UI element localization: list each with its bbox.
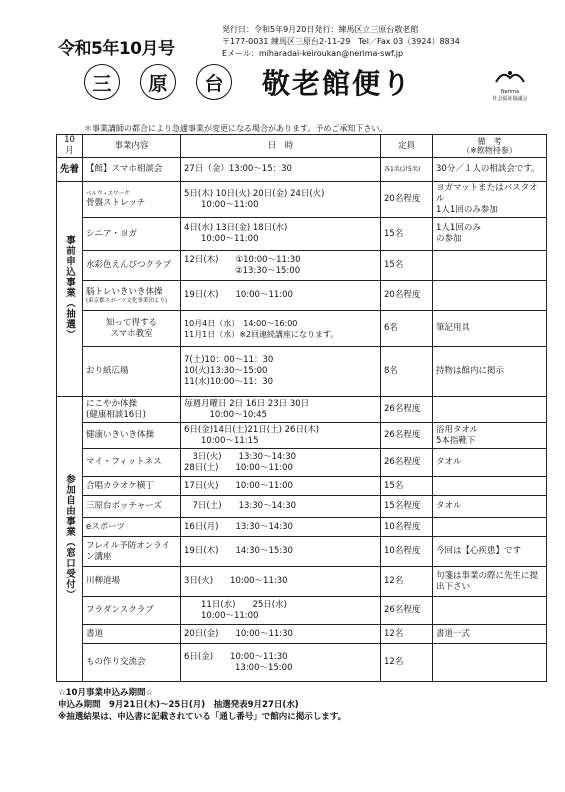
table-row [57, 625, 547, 644]
group-free-participation: 参加自由事業（窓口受付） [57, 397, 83, 682]
event-datetime: 17日(火) 10:00～11:00 [181, 477, 381, 496]
banner-char-2: 原 [140, 64, 176, 100]
event-name: 骨盤ストレッチ [86, 197, 146, 208]
event-name: フレイル予防オンライン講座 [83, 537, 181, 567]
application-dates: 申込み期間 9月21日(木)～25日(月) 抽選発表9月27日(水) [58, 700, 299, 710]
event-datetime: 5日(木) 10日(火) 20日(金) 24日(火) 10:00～11:00 [181, 182, 381, 218]
event-name: にこやか体操 (健康相談16日) [83, 397, 181, 423]
event-sub: ベルヴィスワーク [86, 190, 130, 197]
event-capacity: 20名程度 [381, 281, 433, 311]
event-name: マイ・フィットネス [83, 449, 181, 477]
table-row [57, 537, 547, 567]
group-advance-apply: 事前申込事業（抽選） [57, 182, 83, 397]
event-capacity: 26名程度 [381, 449, 433, 477]
event-capacity: 12名 [381, 625, 433, 644]
nerima-logo [484, 68, 536, 103]
table-row [57, 449, 547, 477]
event-name: 【館】スマホ相談会 [83, 158, 181, 182]
schedule-table [56, 134, 547, 682]
table-row [57, 477, 547, 496]
event-datetime: 11日(水) 25日(水) 10:00～11:00 [181, 597, 381, 625]
event-name: もの作り交流会 [83, 644, 181, 682]
event-capacity: 各1名(計5名) [381, 158, 433, 182]
notice-text: ＊事業講師の都合により急遽事業が変更になる場合があります。予めご承知下さい。 [84, 124, 388, 133]
table-row [57, 496, 547, 518]
table-row [57, 518, 547, 537]
event-capacity: 15名程度 [381, 496, 433, 518]
table-row [57, 218, 547, 251]
email-line: Eメール：miharadai-keiroukan@nerima-swf.jp [222, 49, 404, 58]
event-datetime: 7日(土) 13:30～14:30 [181, 496, 381, 518]
logo-text: Nerima [500, 89, 520, 95]
event-datetime: 10月4日（水） 14:00～16:00 11月1日（水）※2回連続講座になります。 [181, 311, 381, 347]
event-remarks: タオル [433, 496, 547, 518]
lottery-note: ※抽選結果は、申込書に記載されている「通し番号」で館内に掲示します。 [58, 712, 347, 722]
event-sub: (東京都スポーツ文化事業団より) [86, 297, 168, 304]
table-row [57, 251, 547, 281]
event-remarks: 1人1回のみ の参加 [433, 218, 547, 251]
event-name: 知って得する スマホ教室 [83, 311, 181, 347]
event-remarks: 30分／１人の相談会です。 [433, 158, 547, 182]
event-capacity: 15名 [381, 218, 433, 251]
event-capacity: 26名程度 [381, 597, 433, 625]
event-capacity: 6名 [381, 311, 433, 347]
banner-char-1: 三 [84, 64, 120, 100]
table-header-row [57, 135, 547, 158]
header-content: 事業内容 [83, 135, 181, 158]
banner-char-3: 台 [196, 64, 232, 100]
event-name: おり紙広場 [83, 347, 181, 397]
event-datetime: 20日(金) 10:00～11:30 [181, 625, 381, 644]
event-remarks: ヨガマットまたはバスタオル 1人1回のみ参加 [433, 182, 547, 218]
header-remarks-2: （※飲物持参） [462, 146, 517, 155]
event-name: eスポーツ [83, 518, 181, 537]
table-row [57, 567, 547, 597]
event-remarks [433, 644, 547, 682]
group-first-come: 先着 [57, 158, 83, 182]
event-capacity: 10名程度 [381, 518, 433, 537]
event-capacity: 15名 [381, 251, 433, 281]
event-capacity: 20名程度 [381, 182, 433, 218]
table-row [57, 597, 547, 625]
header-datetime: 日 時 [181, 135, 381, 158]
address-line: 〒177-0031 練馬区三原台2-11-29 Tel／Fax 03（3924）8834 [222, 37, 460, 46]
header-remarks-1: 備 考 [477, 137, 502, 146]
event-datetime: 6日(金)14日(土)21日(土) 26日(木) 10:00～11:15 [181, 423, 381, 449]
table-row [57, 397, 547, 423]
event-remarks [433, 597, 547, 625]
event-name: シニア・ヨガ [83, 218, 181, 251]
event-capacity: 15名 [381, 477, 433, 496]
table-row [57, 158, 547, 182]
event-datetime: 19日(木) 10:00～11:00 [181, 281, 381, 311]
event-remarks [433, 281, 547, 311]
issue-label: 令和5年10月号 [58, 39, 175, 59]
event-datetime: 12日(木) ①10:00～11:30 ②13:30～15:00 [181, 251, 381, 281]
event-remarks: 書道一式 [433, 625, 547, 644]
table-row [57, 311, 547, 347]
event-name: 三原台ボッチャーズ [83, 496, 181, 518]
banner [84, 62, 412, 102]
event-remarks [433, 251, 547, 281]
event-name: 合唱カラオケ横丁 [83, 477, 181, 496]
event-datetime: 3日(火) 13:30～14:30 28日(土) 10:00～11:00 [181, 449, 381, 477]
event-name: 川柳道場 [83, 567, 181, 597]
event-datetime: 3日(火) 10:00～11:30 [181, 567, 381, 597]
event-datetime: 毎週月曜日 2日 16日 23日 30日 10:00～10:45 [181, 397, 381, 423]
header-capacity: 定員 [381, 135, 433, 158]
event-datetime: 7(土)10：00～11：30 10(火)13:30～15:00 11(水)10:00～11：30 [181, 347, 381, 397]
event-remarks [433, 397, 547, 423]
event-remarks [433, 477, 547, 496]
event-datetime: 19日(木) 14:30～15:30 [181, 537, 381, 567]
event-capacity: 26名程度 [381, 397, 433, 423]
event-name-cell [83, 281, 181, 311]
event-remarks: 句箋は事業の際に先生に提出下さい [433, 567, 547, 597]
event-datetime: 16日(月) 13:30～14:30 [181, 518, 381, 537]
event-name: 書道 [83, 625, 181, 644]
event-remarks: 持物は館内に掲示 [433, 347, 547, 397]
event-datetime: 6日(金) 10:00～11:30 13:00～15:00 [181, 644, 381, 682]
event-capacity: 8名 [381, 347, 433, 397]
newsletter-title: 敬老館便り [262, 67, 413, 100]
event-capacity: 10名程度 [381, 537, 433, 567]
event-name-cell [83, 182, 181, 218]
event-name: フラダンスクラブ [83, 597, 181, 625]
event-capacity: 26名程度 [381, 423, 433, 449]
event-remarks [433, 518, 547, 537]
table-row [57, 423, 547, 449]
table-row [57, 644, 547, 682]
event-datetime: 27日（金）13:00～15：30 [181, 158, 381, 182]
event-datetime: 4日(水) 13日(金) 18日(水) 10:00～11:00 [181, 218, 381, 251]
table-row [57, 347, 547, 397]
application-heading: ☆10月事業申込み期間☆ [58, 688, 154, 698]
event-capacity: 12名 [381, 644, 433, 682]
publisher-info [222, 24, 460, 60]
logo-icon [484, 68, 536, 89]
event-remarks: 浴用タオル 5本指靴下 [433, 423, 547, 449]
application-period [58, 687, 346, 723]
event-remarks: タオル [433, 449, 547, 477]
event-name: 健康いきいき体操 [83, 423, 181, 449]
event-name: 脳トレいきいき体操 [86, 286, 163, 297]
table-row [57, 182, 547, 218]
event-remarks: 筆記用具 [433, 311, 547, 347]
publish-line: 発行日：令和5年9月20日発行：練馬区立三原台敬老館 [222, 25, 419, 34]
event-remarks: 今回は【心疾患】です [433, 537, 547, 567]
header-month: 10月 [57, 135, 83, 158]
header-remarks [433, 135, 547, 158]
table-row [57, 281, 547, 311]
logo-caption: 社会福祉協議会 [492, 96, 528, 102]
event-capacity: 12名 [381, 567, 433, 597]
event-name: 水彩色えんぴつクラブ [83, 251, 181, 281]
